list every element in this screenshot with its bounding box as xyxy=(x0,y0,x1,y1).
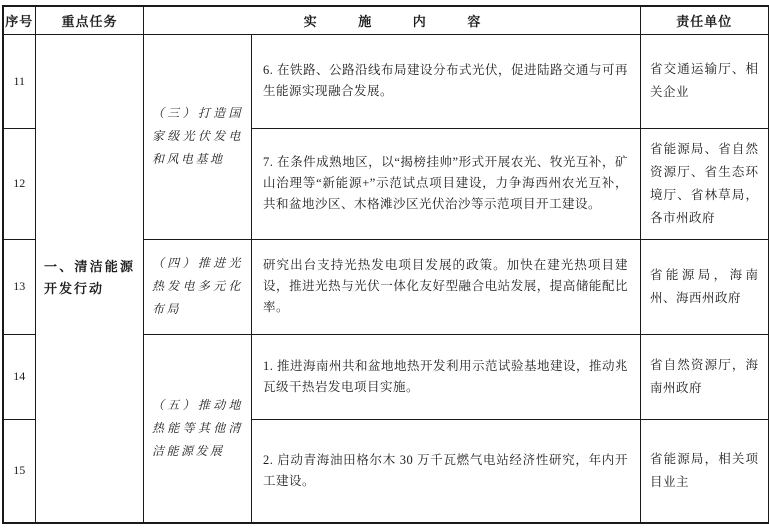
key-tasks-table xyxy=(2,5,769,524)
header-implementation: 实施内容 xyxy=(144,6,641,34)
unit-cell: 省交通运输厅、相关企业 xyxy=(641,34,769,128)
header-seq: 序号 xyxy=(3,6,36,34)
table-row-11 xyxy=(3,34,769,128)
implementation-cell: 2. 启动青海油田格尔木 30 万千瓦燃气电站经济性研究，年内开工建设。 xyxy=(252,419,641,523)
unit-cell: 省能源局，相关项目业主 xyxy=(641,419,769,523)
row-number: 11 xyxy=(3,34,36,128)
unit-cell: 省能源局，海南州、海西州政府 xyxy=(641,239,769,334)
header-unit: 责任单位 xyxy=(641,6,769,34)
main-task-cell: 一、清洁能源开发行动 xyxy=(36,34,144,523)
implementation-cell: 6. 在铁路、公路沿线布局建设分布式光伏，促进陆路交通与可再生能源实现融合发展。 xyxy=(252,34,641,128)
row-number: 15 xyxy=(3,419,36,523)
document-page xyxy=(2,5,768,524)
subtask-cell-4: （四）推进光热发电多元化布局 xyxy=(144,239,252,334)
row-number: 12 xyxy=(3,128,36,239)
implementation-cell: 1. 推进海南州共和盆地地热开发利用示范试验基地建设，推动兆瓦级干热岩发电项目实施。 xyxy=(252,334,641,419)
row-number: 13 xyxy=(3,239,36,334)
header-task: 重点任务 xyxy=(36,6,144,34)
table-header-row xyxy=(3,6,769,34)
subtask-cell-3: （三）打造国家级光伏发电和风电基地 xyxy=(144,34,252,239)
unit-cell: 省自然资源厅，海南州政府 xyxy=(641,334,769,419)
implementation-cell: 研究出台支持光热发电项目发展的政策。加快在建光热项目建设，推进光热与光伏一体化友好型融合电站发展，提高储能配比率。 xyxy=(252,239,641,334)
unit-cell: 省能源局、省自然资源厅、省生态环境厅、省林草局，各市州政府 xyxy=(641,128,769,239)
subtask-cell-5: （五）推动地热能等其他清洁能源发展 xyxy=(144,334,252,523)
row-number: 14 xyxy=(3,334,36,419)
implementation-cell: 7. 在条件成熟地区，以“揭榜挂帅”形式开展农光、牧光互补，矿山治理等“新能源+”示范试点项目建设，力争海西州农光互补，共和盆地沙区、木格滩沙区光伏治沙等示范项目开工建设。 xyxy=(252,128,641,239)
